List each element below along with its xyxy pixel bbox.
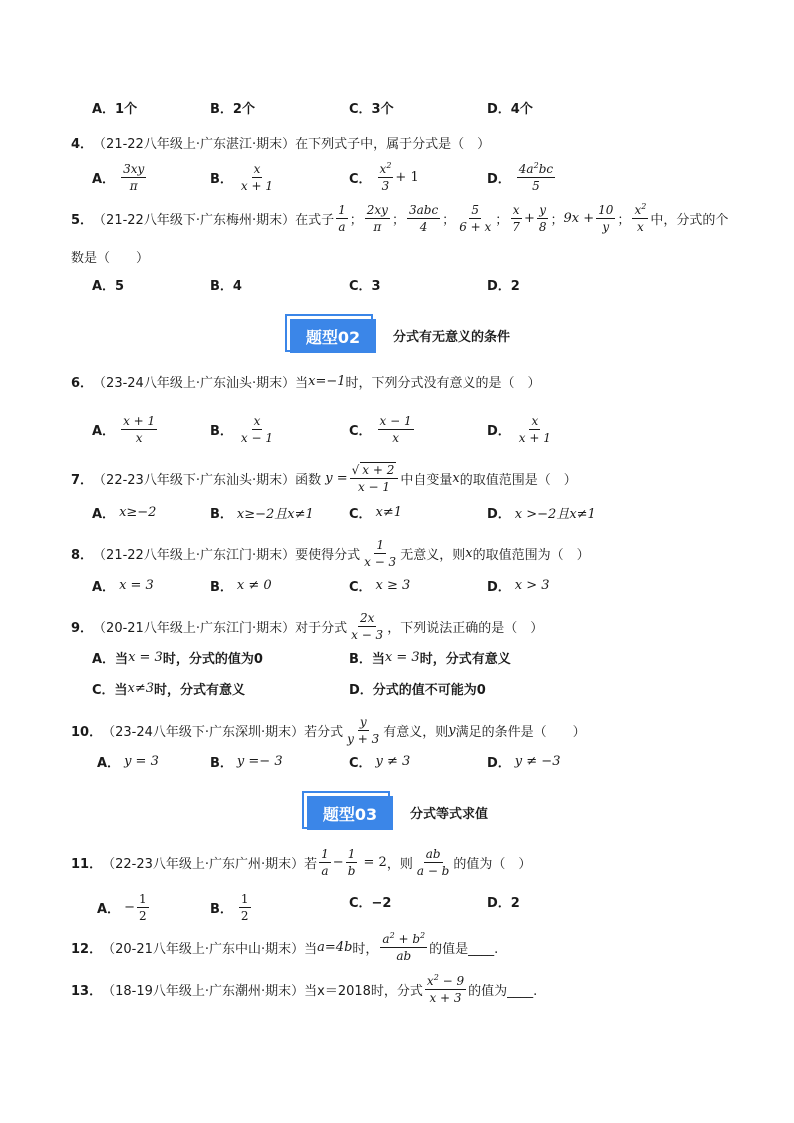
q9-number: 9． xyxy=(71,621,94,636)
q7-source: （22-23八年级下·广东汕头·期末） xyxy=(93,472,296,488)
q4-options xyxy=(0,161,794,193)
q10-option-d: D． y ≠ −3 xyxy=(487,754,561,771)
q5-pre: 在式子 xyxy=(295,213,335,228)
section-header-03 xyxy=(302,791,488,833)
question-5: 5． （21-22八年级下·广东梅州·期末） 在式子 $\frac{1}{a}$ ； $\frac{2xy}{\pi}$ ； $\frac{\text{3abc}}{4}$ ； $\frac{5}{6 + x}$ ； $\frac{x}{7}$ + $\frac{y}{8}$ ； 9x + $\frac{10}{y}$ ； $\frac{x^2}{x}$ 中，分式的个 xyxy=(71,202,729,234)
q5-option-b: B．4 xyxy=(210,279,242,294)
q9-option-d: D．分式的值不可能为0 xyxy=(349,683,486,698)
q10-source: （23-24八年级下·广东深圳·期末） xyxy=(102,725,305,740)
q11-number: 11． xyxy=(71,857,103,872)
section-title-03: 分式等式求值 xyxy=(410,806,489,822)
q10-number: 10． xyxy=(71,725,103,740)
question-10: 10． （23-24八年级下·广东深圳·期末） 若分式 $\frac{y}{y + 3}$ 有意义，则 y 满足的条件是（ ） xyxy=(71,715,586,746)
question-12: 12． （20-21八年级上·广东中山·期末） 当 a=4b 时， $\frac{a^2 + b^2}{ab}$ 的值是____. xyxy=(71,931,499,963)
q5-source: （21-22八年级下·广东梅州·期末） xyxy=(93,213,296,228)
q11-option-d: D．2 xyxy=(487,896,520,911)
q11-option-b: B． $\frac{1}{2}$ xyxy=(210,892,249,923)
q8-option-b: B． x ≠ 0 xyxy=(210,578,272,595)
q4-option-b: B． $\frac{x}{x + 1}$ xyxy=(210,162,274,193)
q10-option-a: A． y = 3 xyxy=(97,754,159,771)
q6-option-c: C． $\frac{x - 1}{x}$ xyxy=(349,414,412,445)
q12-blank: 的值是____. xyxy=(429,942,499,957)
question-4 xyxy=(71,133,490,152)
question-13: 13． （18-19八年级上·广东潮州·期末） 当x＝2018时，分式 $\frac{x^2 - 9}{x + 3}$ 的值为____. xyxy=(71,973,538,1005)
q4-option-d: D． $\frac{4a^2bc}{5}$ xyxy=(487,161,554,193)
q9-options-row1 xyxy=(0,648,794,674)
q5-options xyxy=(0,275,794,301)
q8-option-c: C． x ≥ 3 xyxy=(349,578,411,595)
q5-line2: 数是（ ） xyxy=(71,251,150,266)
question-11: 11． （22-23八年级上·广东广州·期末） 若 $\frac{1}{a}$ − $\frac{1}{b}$ = 2 ，则 $\frac{ab}{a - b}$ 的值为（ ） xyxy=(71,847,532,878)
q6-source: （23-24八年级上·广东汕头·期末） xyxy=(93,376,296,391)
section-header-02 xyxy=(285,314,510,356)
q12-condition: a=4b xyxy=(317,940,353,955)
q13-number: 13． xyxy=(71,984,103,999)
q3-option-c: C．3个 xyxy=(349,102,394,117)
q11-options xyxy=(0,892,794,923)
q5-number: 5． xyxy=(71,213,94,228)
q3-option-b: B．2个 xyxy=(210,102,255,117)
q7-options xyxy=(0,503,794,529)
q8-number: 8． xyxy=(71,548,94,563)
q6-option-d: D． $\frac{x}{x + 1}$ xyxy=(487,414,551,445)
q4-source: （21-22八年级上·广东湛江·期末） xyxy=(93,137,296,152)
q8-option-a: A． x = 3 xyxy=(92,578,154,595)
q7-option-d: D． x >−2且x≠1 xyxy=(487,507,596,522)
q6-options xyxy=(0,414,794,445)
question-7: 7． （22-23八年级下·广东汕头·期末） 函数 y = $\frac{√ x + 2}{x - 1}$ 中自变量 x 的取值范围是（ ） xyxy=(71,463,577,494)
q5-post: 中，分式的个 xyxy=(650,213,729,228)
q12-number: 12． xyxy=(71,942,103,957)
q4-option-c: C． $\frac{x^2}{3}$ + 1 xyxy=(349,161,419,193)
question-6: 6． （23-24八年级上·广东汕头·期末） 当 x=−1 时，下列分式没有意义的是（ ） xyxy=(71,374,541,391)
q4-text: 在下列式子中，属于分式是（ ） xyxy=(295,137,491,152)
q3-options xyxy=(0,98,794,124)
q5-option-a: A．5 xyxy=(92,279,125,294)
q6-number: 6． xyxy=(71,376,94,391)
q6-option-b: B． $\frac{x}{x - 1}$ xyxy=(210,414,274,445)
q11-option-c: C．−2 xyxy=(349,896,392,911)
q7-option-c: C． x≠1 xyxy=(349,505,403,522)
q9-options-row2 xyxy=(0,679,794,705)
q9-option-c: C．当 x≠3 时，分式有意义 xyxy=(92,681,246,698)
q4-number: 4． xyxy=(71,137,94,152)
q8-source: （21-22八年级上·广东江门·期末） xyxy=(93,548,296,563)
q6-option-a: A． $\frac{x + 1}{x}$ xyxy=(92,414,156,445)
section-badge-02: 题型02 xyxy=(290,319,376,353)
q12-source: （20-21八年级上·广东中山·期末） xyxy=(102,942,305,957)
section-title-02: 分式有无意义的条件 xyxy=(393,329,511,345)
section-badge-03: 题型03 xyxy=(307,796,393,830)
q11-option-a: A． − $\frac{1}{2}$ xyxy=(97,892,147,923)
q10-option-c: C． y ≠ 3 xyxy=(349,754,411,771)
q11-source: （22-23八年级上·广东广州·期末） xyxy=(102,857,305,872)
q7-option-b: B． x≥−2且x≠1 xyxy=(210,507,314,522)
q5-option-d: D．2 xyxy=(487,279,520,294)
q9-option-b: B．当 x = 3 时，分式有意义 xyxy=(349,650,511,667)
q9-option-a: A．当 x = 3 时，分式的值为0 xyxy=(92,650,263,667)
q9-source: （20-21八年级上·广东江门·期末） xyxy=(93,621,296,636)
q8-options xyxy=(0,576,794,602)
q3-option-d: D．4个 xyxy=(487,102,533,117)
q13-source: （18-19八年级上·广东潮州·期末） xyxy=(102,984,305,999)
q7-number: 7． xyxy=(71,472,94,488)
q10-options xyxy=(0,752,794,778)
q4-option-a: A． $\frac{3xy}{\pi}$ xyxy=(92,162,145,193)
q13-blank: 的值为____. xyxy=(468,984,538,999)
q3-option-a: A．1个 xyxy=(92,102,138,117)
q7-option-a: A． x≥−2 xyxy=(92,505,157,522)
question-9: 9． （20-21八年级上·广东江门·期末） 对于分式 $\frac{2x}{x - 3}$ ，下列说法正确的是（ ） xyxy=(71,611,544,642)
q6-condition: x=−1 xyxy=(308,374,346,389)
q5-option-c: C．3 xyxy=(349,279,381,294)
question-8: 8． （21-22八年级上·广东江门·期末） 要使得分式 $\frac{1}{x - 3}$ 无意义，则 x 的取值范围为（ ） xyxy=(71,538,590,569)
q8-option-d: D． x > 3 xyxy=(487,578,550,595)
q10-option-b: B． y =− 3 xyxy=(210,754,283,771)
